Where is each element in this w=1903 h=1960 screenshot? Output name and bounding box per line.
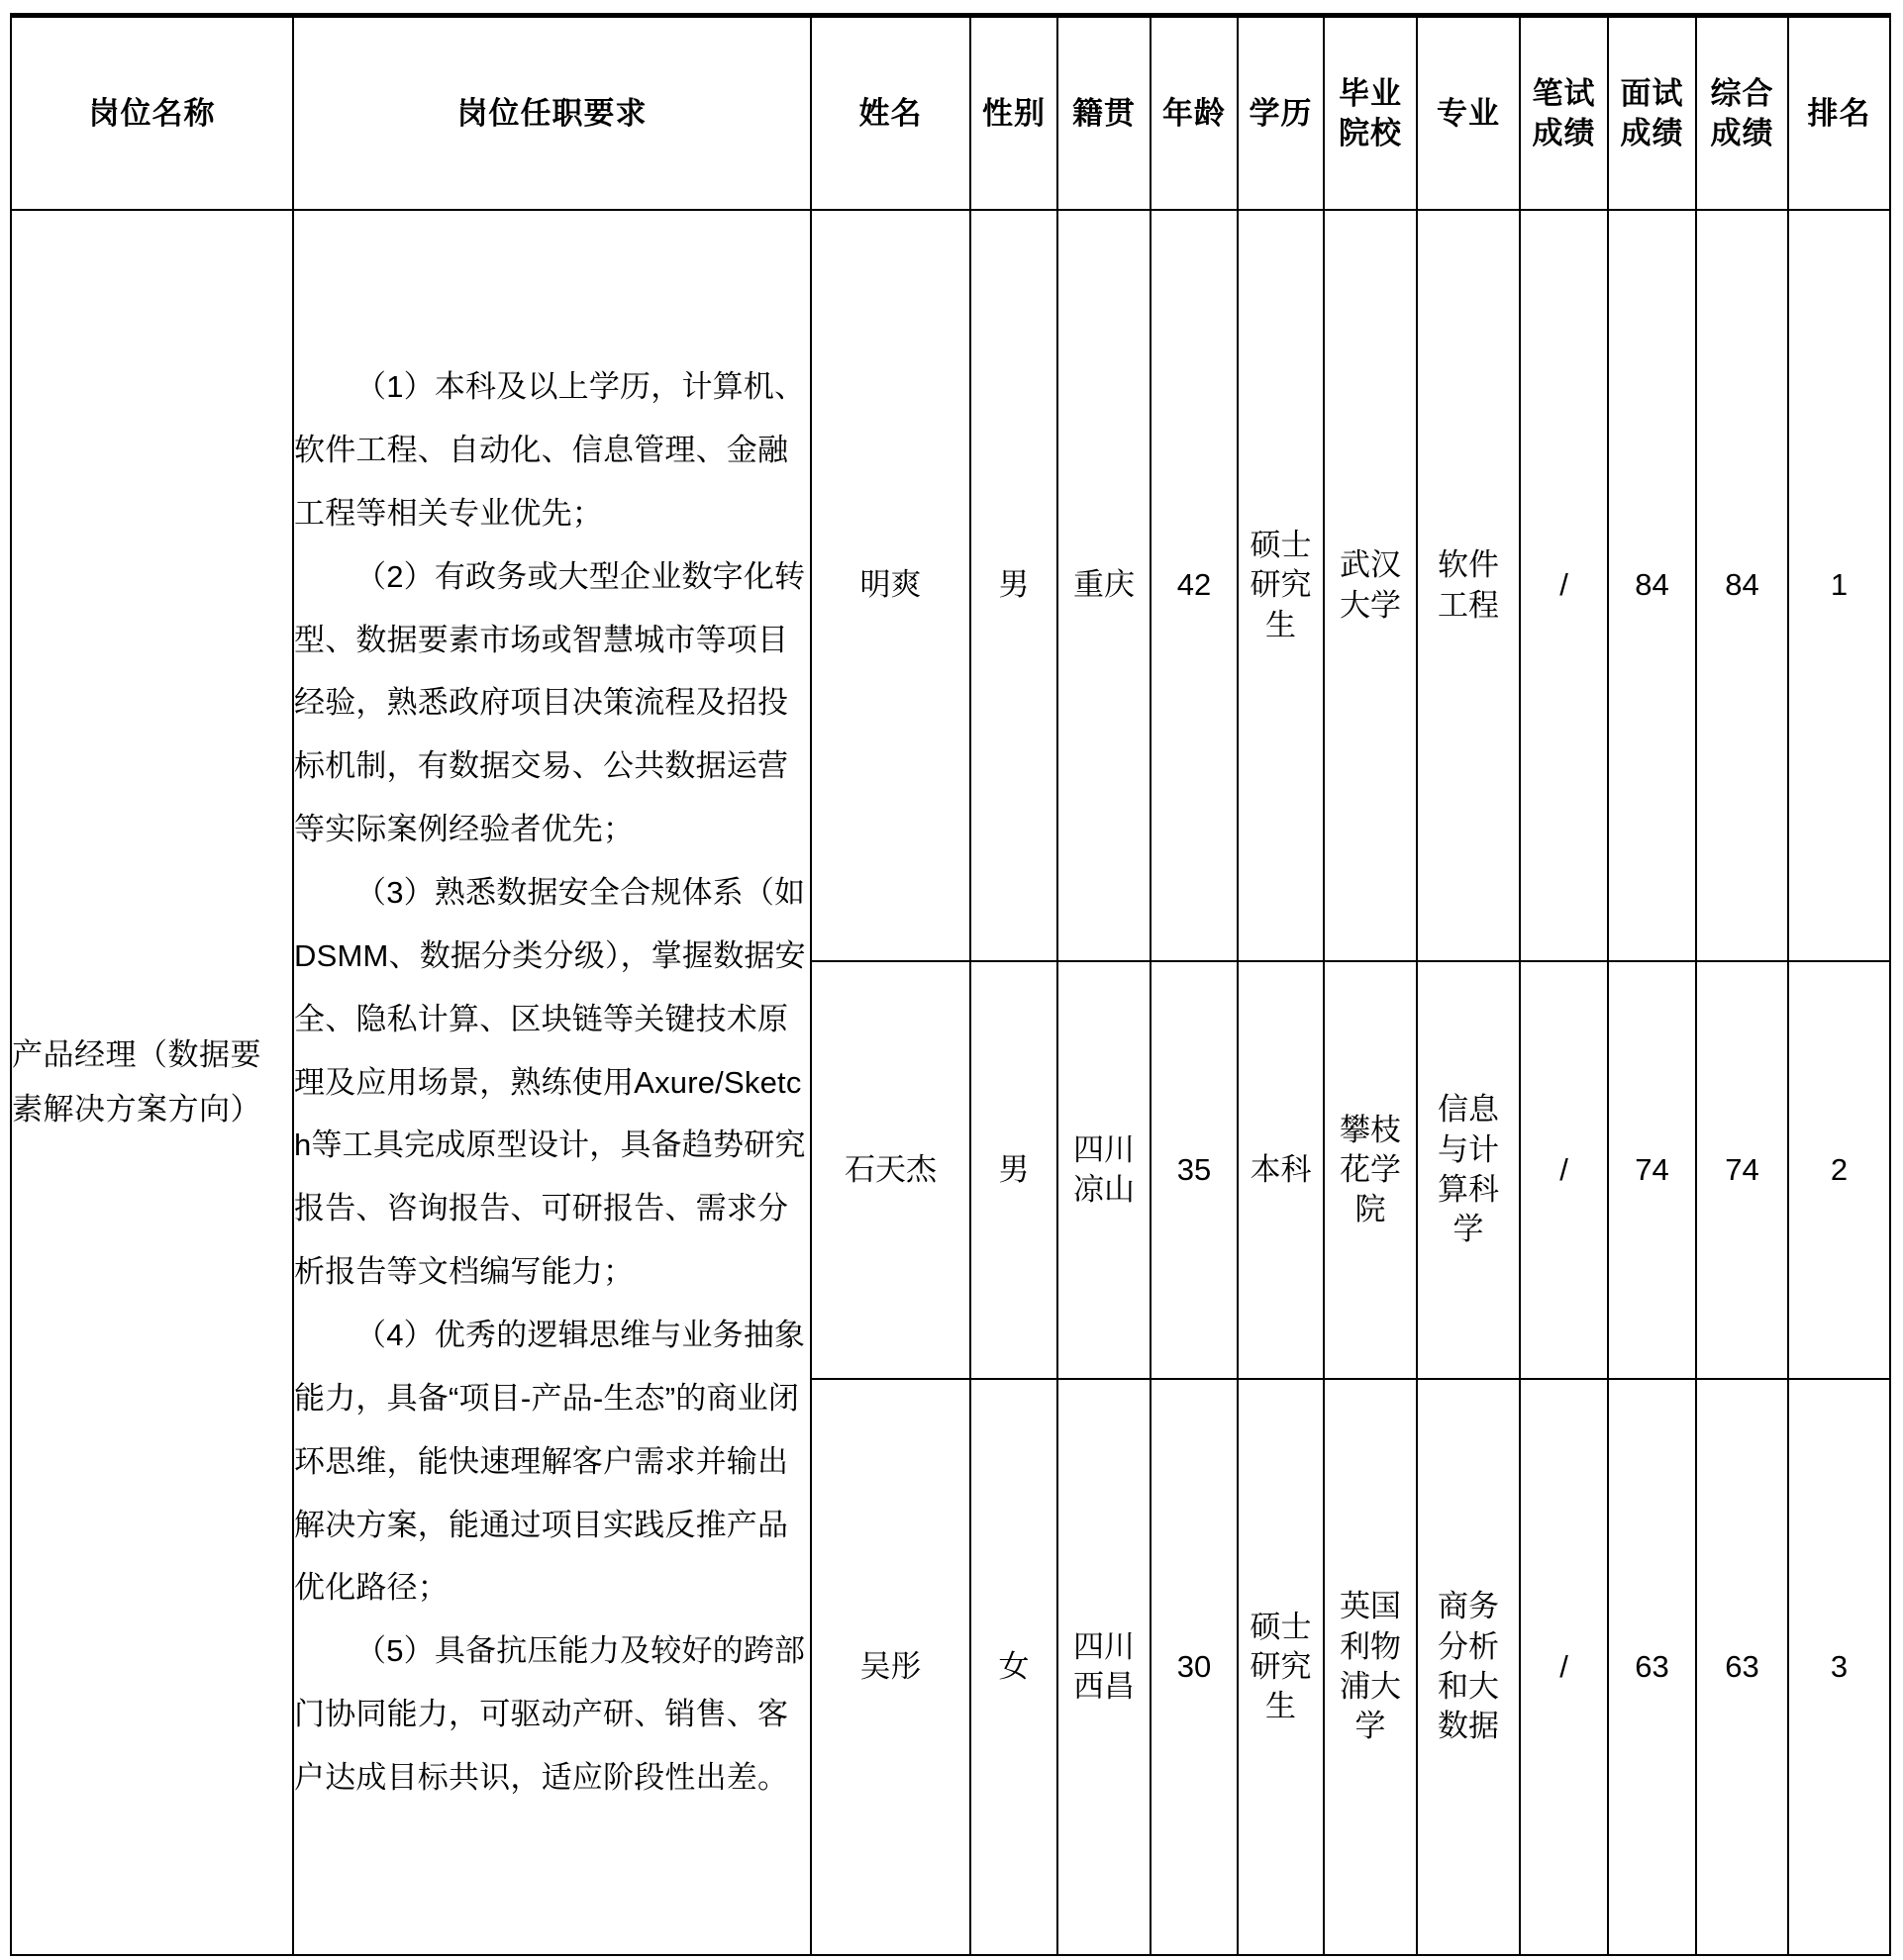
candidate-school-cell <box>1324 961 1417 1379</box>
column-header-interview-score <box>1608 16 1696 211</box>
column-header-age-label: 年龄 <box>1162 95 1226 131</box>
column-header-written-score-label: 笔试成绩 <box>1532 75 1596 150</box>
candidate-age-cell <box>1151 961 1238 1379</box>
column-header-composite-score <box>1696 16 1788 211</box>
recruitment-results-table <box>10 13 1891 1956</box>
column-header-age <box>1151 16 1238 211</box>
candidate-major-cell <box>1417 961 1520 1379</box>
candidate-education: 硕士研究生 <box>1250 1609 1312 1724</box>
candidate-school-cell <box>1324 210 1417 961</box>
column-header-requirements <box>293 16 811 211</box>
candidate-education: 本科 <box>1250 1151 1312 1187</box>
candidate-origin-cell <box>1057 1379 1151 1955</box>
requirement-item-2: （2）有政务或大型企业数字化转型、数据要素市场或智慧城市等项目经验，熟悉政府项目决策流程及招投标机制，有数据交易、公共数据运营等实际案例经验者优先； <box>294 558 806 847</box>
candidate-interview-score-cell <box>1608 210 1696 961</box>
column-header-rank-label: 排名 <box>1807 95 1871 131</box>
candidate-name: 吴彤 <box>859 1648 922 1684</box>
candidate-rank-cell <box>1788 210 1890 961</box>
column-header-job-title <box>11 16 293 211</box>
candidate-composite-score-cell <box>1696 961 1788 1379</box>
candidate-education-cell <box>1238 210 1324 961</box>
candidate-origin-cell <box>1057 961 1151 1379</box>
column-header-job-title-label: 岗位名称 <box>88 95 216 131</box>
candidate-composite-score: 63 <box>1725 1648 1759 1684</box>
candidate-age: 30 <box>1176 1648 1212 1684</box>
candidate-name: 石天杰 <box>845 1151 937 1187</box>
candidate-major: 信息与计算科学 <box>1438 1092 1499 1247</box>
candidate-composite-score: 84 <box>1725 567 1759 603</box>
column-header-name-label: 姓名 <box>858 95 923 131</box>
candidate-major: 软件工程 <box>1438 547 1499 623</box>
candidate-school-cell <box>1324 1379 1417 1955</box>
candidate-rank: 2 <box>1830 1151 1849 1187</box>
table-body <box>11 210 1890 1955</box>
requirement-item-3: （3）熟悉数据安全合规体系（如DSMM、数据分类分级），掌握数据安全、隐私计算、区块链等关键技术原理及应用场景，熟练使用Axure/Sketch等工具完成原型设计，具备趋势研究报告、咨询报告、可研报告、需求分析报告等文档编写能力； <box>294 874 806 1290</box>
column-header-origin <box>1057 16 1151 211</box>
candidate-gender-cell <box>970 1379 1057 1955</box>
column-header-composite-score-label: 综合成绩 <box>1710 75 1774 150</box>
column-header-interview-score-label: 面试成绩 <box>1620 75 1684 150</box>
column-header-rank <box>1788 16 1890 211</box>
candidate-rank-cell <box>1788 1379 1890 1955</box>
candidate-origin-cell <box>1057 210 1151 961</box>
candidate-written-score-cell <box>1520 1379 1608 1955</box>
column-header-education-label: 学历 <box>1249 95 1313 131</box>
candidate-origin: 四川西昌 <box>1073 1628 1135 1704</box>
candidate-education-cell <box>1238 961 1324 1379</box>
candidate-school: 攀枝花学院 <box>1340 1112 1401 1227</box>
candidate-interview-score: 63 <box>1635 1648 1669 1684</box>
job-title-cell: 产品经理（数据要素解决方案方向） <box>11 210 293 1955</box>
candidate-written-score: / <box>1559 567 1568 603</box>
candidate-written-score-cell <box>1520 210 1608 961</box>
candidate-age: 42 <box>1176 567 1212 603</box>
column-header-major-label: 专业 <box>1437 95 1500 131</box>
candidate-origin: 重庆 <box>1073 567 1135 603</box>
candidate-interview-score: 74 <box>1635 1151 1669 1187</box>
candidate-education-cell <box>1238 1379 1324 1955</box>
column-header-origin-label: 籍贯 <box>1072 95 1136 131</box>
column-header-education <box>1238 16 1324 211</box>
candidate-composite-score: 74 <box>1725 1151 1759 1187</box>
candidate-major: 商务分析和大数据 <box>1438 1589 1499 1744</box>
candidate-gender: 男 <box>998 567 1030 603</box>
candidate-major-cell <box>1417 210 1520 961</box>
candidate-name-cell <box>811 961 970 1379</box>
column-header-gender <box>970 16 1057 211</box>
column-header-written-score <box>1520 16 1608 211</box>
candidate-composite-score-cell <box>1696 1379 1788 1955</box>
job-requirements-cell <box>293 210 811 1955</box>
candidate-school: 武汉大学 <box>1340 547 1401 623</box>
requirement-item-5: （5）具备抗压能力及较好的跨部门协同能力，可驱动产研、销售、客户达成目标共识，适应阶段性出差。 <box>294 1633 806 1796</box>
candidate-interview-score-cell <box>1608 1379 1696 1955</box>
column-header-major <box>1417 16 1520 211</box>
candidate-written-score: / <box>1559 1151 1568 1187</box>
column-header-school <box>1324 16 1417 211</box>
candidate-name-cell <box>811 210 970 961</box>
candidate-gender: 女 <box>998 1648 1030 1684</box>
table-row <box>11 210 1890 961</box>
column-header-name <box>811 16 970 211</box>
column-header-gender-label: 性别 <box>982 95 1046 131</box>
candidate-written-score-cell <box>1520 961 1608 1379</box>
candidate-composite-score-cell <box>1696 210 1788 961</box>
candidate-written-score: / <box>1559 1648 1568 1684</box>
candidate-age-cell <box>1151 210 1238 961</box>
candidate-major-cell <box>1417 1379 1520 1955</box>
candidate-gender: 男 <box>998 1151 1030 1187</box>
requirement-item-4: （4）优秀的逻辑思维与业务抽象能力，具备“项目-产品-生态”的商业闭环思维，能快速理解客户需求并输出解决方案，能通过项目实践反推产品优化路径； <box>294 1318 806 1606</box>
candidate-rank: 1 <box>1830 567 1849 603</box>
table-header <box>11 16 1890 211</box>
candidate-rank: 3 <box>1830 1648 1849 1684</box>
candidate-interview-score: 84 <box>1635 567 1669 603</box>
requirement-item-1: （1）本科及以上学历，计算机、软件工程、自动化、信息管理、金融工程等相关专业优先； <box>294 369 806 531</box>
candidate-school: 英国利物浦大学 <box>1340 1589 1401 1744</box>
candidate-origin: 四川凉山 <box>1073 1131 1135 1207</box>
column-header-requirements-label: 岗位任职要求 <box>456 95 648 131</box>
candidate-gender-cell <box>970 961 1057 1379</box>
candidate-interview-score-cell <box>1608 961 1696 1379</box>
candidate-age: 35 <box>1176 1151 1212 1187</box>
candidate-gender-cell <box>970 210 1057 961</box>
candidate-name-cell <box>811 1379 970 1955</box>
column-header-school-label: 毕业院校 <box>1339 75 1402 150</box>
candidate-rank-cell <box>1788 961 1890 1379</box>
table-header-row <box>11 16 1890 211</box>
candidate-education: 硕士研究生 <box>1250 528 1312 642</box>
candidate-age-cell <box>1151 1379 1238 1955</box>
candidate-name: 明爽 <box>859 567 922 603</box>
